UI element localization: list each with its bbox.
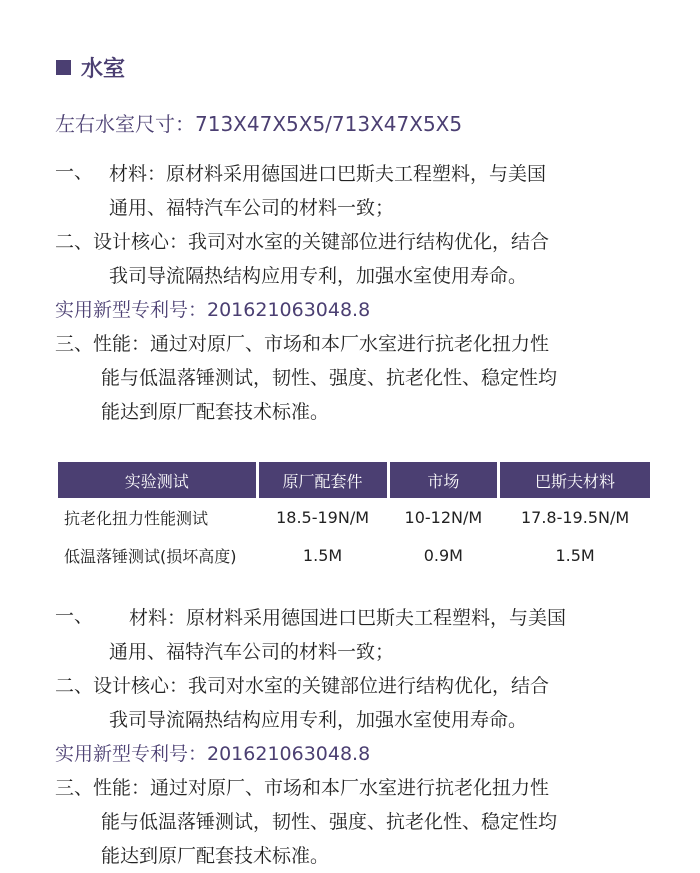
table-header: 原厂配套件 — [259, 462, 387, 498]
spec-item-material — [55, 601, 665, 669]
patent-number: 实用新型专利号：201621063048.8 — [55, 743, 371, 765]
item-text-line: 性能：通过对原厂、市场和本厂水室进行抗老化扭力性 — [93, 777, 550, 799]
item-text-line: 设计核心：我司对水室的关键部位进行结构优化，结合 — [93, 675, 550, 697]
table-header: 巴斯夫材料 — [500, 462, 650, 498]
table-row — [58, 498, 650, 536]
item-number: 二、 — [55, 231, 94, 253]
spec-block-1 — [55, 157, 665, 429]
spec-item-design — [55, 225, 665, 293]
table-header: 市场 — [390, 462, 498, 498]
patent-number: 实用新型专利号：201621063048.8 — [55, 299, 371, 321]
item-number: 一、 — [55, 605, 94, 627]
item-text-line: 能达到原厂配套技术标准。 — [101, 845, 330, 867]
item-text-line: 我司导流隔热结构应用专利，加强水室使用寿命。 — [109, 265, 528, 287]
table-cell: 10-12N/M — [404, 507, 483, 527]
item-text-line: 性能：通过对原厂、市场和本厂水室进行抗老化扭力性 — [93, 333, 550, 355]
spec-item-material — [55, 157, 665, 225]
table-cell: 17.8-19.5N/M — [520, 507, 630, 527]
table-cell: 1.5M — [555, 545, 595, 565]
spec-block-2 — [55, 601, 665, 873]
item-text-line: 能达到原厂配套技术标准。 — [101, 401, 330, 423]
table-cell: 18.5-19N/M — [276, 507, 370, 527]
item-number: 二、 — [55, 675, 94, 697]
item-text-line: 通用、福特汽车公司的材料一致； — [109, 641, 395, 663]
spec-item-performance — [55, 771, 665, 873]
table-row — [58, 536, 650, 574]
section-header — [56, 52, 125, 83]
table-cell: 0.9M — [423, 545, 463, 565]
item-number: 三、 — [55, 333, 94, 355]
item-text-line: 我司导流隔热结构应用专利，加强水室使用寿命。 — [109, 709, 528, 731]
section-title: 水室 — [81, 57, 126, 82]
item-number: 三、 — [55, 777, 94, 799]
item-text-line: 材料：原材料采用德国进口巴斯夫工程塑料，与美国 — [129, 607, 567, 629]
spec-item-performance — [55, 327, 665, 429]
item-text-line: 能与低温落锤测试，韧性、强度、抗老化性、稳定性均 — [101, 811, 558, 833]
item-text-line: 设计核心：我司对水室的关键部位进行结构优化，结合 — [93, 231, 550, 253]
item-text-line: 能与低温落锤测试，韧性、强度、抗老化性、稳定性均 — [101, 367, 558, 389]
spec-item-design — [55, 669, 665, 737]
table-header: 实验测试 — [58, 462, 256, 498]
table-header-row — [58, 462, 650, 498]
item-text-line: 通用、福特汽车公司的材料一致； — [109, 197, 395, 219]
item-text-line: 材料：原材料采用德国进口巴斯夫工程塑料，与美国 — [109, 163, 547, 185]
table-cell: 抗老化扭力性能测试 — [64, 508, 209, 528]
table-cell: 1.5M — [302, 545, 343, 565]
title-square-icon — [56, 60, 71, 75]
item-number: 一、 — [55, 161, 94, 183]
test-comparison-table — [55, 462, 653, 574]
table-cell: 低温落锤测试(损坏高度) — [64, 546, 237, 566]
size-spec: 左右水室尺寸：713X47X5X5/713X47X5X5 — [55, 112, 463, 136]
